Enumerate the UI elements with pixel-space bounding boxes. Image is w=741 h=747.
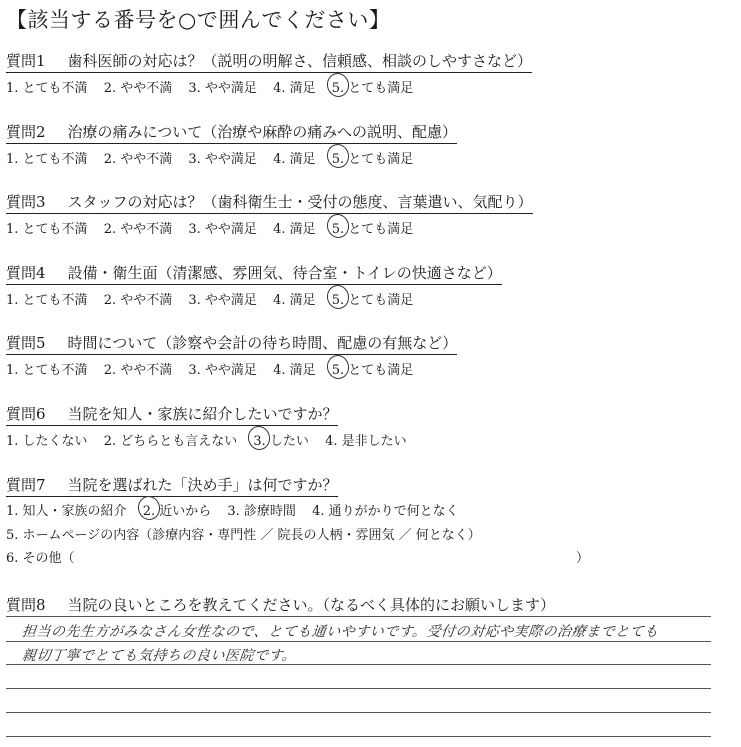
question-7-option-5[interactable]: 5. ホームページの内容（診療内容・専門性 ／ 院長の人柄・雰囲気 ／ 何となく） <box>6 528 481 543</box>
option-3[interactable]: 3. やや満足 <box>188 222 257 237</box>
question-number: 質問3 <box>6 193 46 211</box>
option-4[interactable]: 4. 満足 <box>273 81 316 96</box>
question-2-options <box>6 148 425 167</box>
question-1 <box>6 50 532 73</box>
option-3[interactable]: 3. やや満足 <box>188 152 257 167</box>
option-2[interactable]: 2. やや不満 <box>103 152 173 167</box>
question-number: 質問5 <box>6 334 46 352</box>
question-text: 設備・衛生面（清潔感、雰囲気、待合室・トイレの快適さなど） <box>67 264 502 282</box>
page-title: 【該当する番号を○で囲んでください】 <box>6 8 391 32</box>
question-number: 質問7 <box>6 476 46 494</box>
option-1[interactable]: 1. 知人・家族の紹介 <box>6 504 127 519</box>
option-4[interactable]: 4. 通りがかりで何となく <box>312 504 459 519</box>
option-5-selected[interactable]: 5. とても満足 <box>332 77 414 96</box>
option-2-selected[interactable]: 2. 近いから <box>143 500 212 519</box>
handwritten-answer-line-2: 親切丁寧でとても気持ちの良い医院です。 <box>21 648 298 664</box>
question-5 <box>6 332 457 355</box>
option-4[interactable]: 4. 是非したい <box>325 434 407 449</box>
question-text: 当院の良いところを教えてください。（なるべく具体的にお願いします） <box>67 596 556 614</box>
question-text: 時間について（診察や会計の待ち時間、配慮の有無など） <box>67 334 458 352</box>
answer-rule <box>6 616 711 617</box>
option-3[interactable]: 3. やや満足 <box>188 293 257 308</box>
question-7-options-row-1 <box>6 500 471 519</box>
answer-rule <box>6 736 711 737</box>
option-6-close-paren: ） <box>576 551 590 566</box>
question-3-options <box>6 218 425 237</box>
option-3[interactable]: 3. やや満足 <box>188 363 257 378</box>
option-1[interactable]: 1. とても不満 <box>6 293 88 308</box>
option-2[interactable]: 2. やや不満 <box>103 363 173 378</box>
option-1[interactable]: 1. とても不満 <box>6 81 88 96</box>
option-2[interactable]: 2. やや不満 <box>103 222 173 237</box>
handwritten-answer-line-1: 担当の先生方がみなさん女性なので、とても通いやすいです。受付の対応や実際の治療までとても <box>21 624 660 640</box>
question-number: 質問1 <box>6 52 46 70</box>
question-1-options <box>6 77 425 96</box>
option-3[interactable]: 3. やや満足 <box>188 81 257 96</box>
option-3-selected[interactable]: 3. したい <box>253 430 309 449</box>
option-2[interactable]: 2. やや不満 <box>103 81 173 96</box>
option-1[interactable]: 1. とても不満 <box>6 152 88 167</box>
option-4[interactable]: 4. 満足 <box>273 293 316 308</box>
question-number: 質問8 <box>6 596 46 614</box>
option-6-label: 6. その他（ <box>6 551 75 566</box>
option-5-selected[interactable]: 5. とても満足 <box>332 289 414 308</box>
question-7 <box>6 474 338 497</box>
option-5-selected[interactable]: 5. とても満足 <box>332 359 414 378</box>
question-text: 歯科医師の対応は？（説明の明解さ、信頼感、相談のしやすさなど） <box>67 52 532 70</box>
option-1[interactable]: 1. とても不満 <box>6 222 88 237</box>
question-7-option-6[interactable] <box>6 547 590 566</box>
question-3 <box>6 191 533 214</box>
option-4[interactable]: 4. 満足 <box>273 363 316 378</box>
question-number: 質問2 <box>6 123 46 141</box>
question-4-options <box>6 289 425 308</box>
option-2[interactable]: 2. やや不満 <box>103 293 173 308</box>
question-2 <box>6 121 457 144</box>
answer-rule <box>6 712 711 713</box>
option-1[interactable]: 1. したくない <box>6 434 88 449</box>
question-text: 当院を知人・家族に紹介したいですか？ <box>67 405 338 423</box>
option-5-selected[interactable]: 5. とても満足 <box>332 148 414 167</box>
question-5-options <box>6 359 425 378</box>
question-text: スタッフの対応は？（歯科衛生士・受付の態度、言葉遣い、気配り） <box>67 193 533 211</box>
option-5-selected[interactable]: 5. とても満足 <box>332 218 414 237</box>
question-number: 質問6 <box>6 405 46 423</box>
answer-rule <box>6 641 711 642</box>
answer-rule <box>6 664 711 665</box>
question-text: 治療の痛みについて（治療や麻酔の痛みへの説明、配慮） <box>67 123 457 141</box>
question-8 <box>6 594 555 616</box>
question-number: 質問4 <box>6 264 46 282</box>
question-4 <box>6 262 502 285</box>
option-2[interactable]: 2. どちらとも言えない <box>103 434 238 449</box>
question-6 <box>6 403 338 426</box>
option-1[interactable]: 1. とても不満 <box>6 363 88 378</box>
question-text: 当院を選ばれた「決め手」は何ですか？ <box>67 476 338 494</box>
question-6-options <box>6 430 419 449</box>
option-4[interactable]: 4. 満足 <box>273 222 316 237</box>
option-4[interactable]: 4. 満足 <box>273 152 316 167</box>
option-3[interactable]: 3. 診療時間 <box>227 504 296 519</box>
answer-rule <box>6 688 711 689</box>
